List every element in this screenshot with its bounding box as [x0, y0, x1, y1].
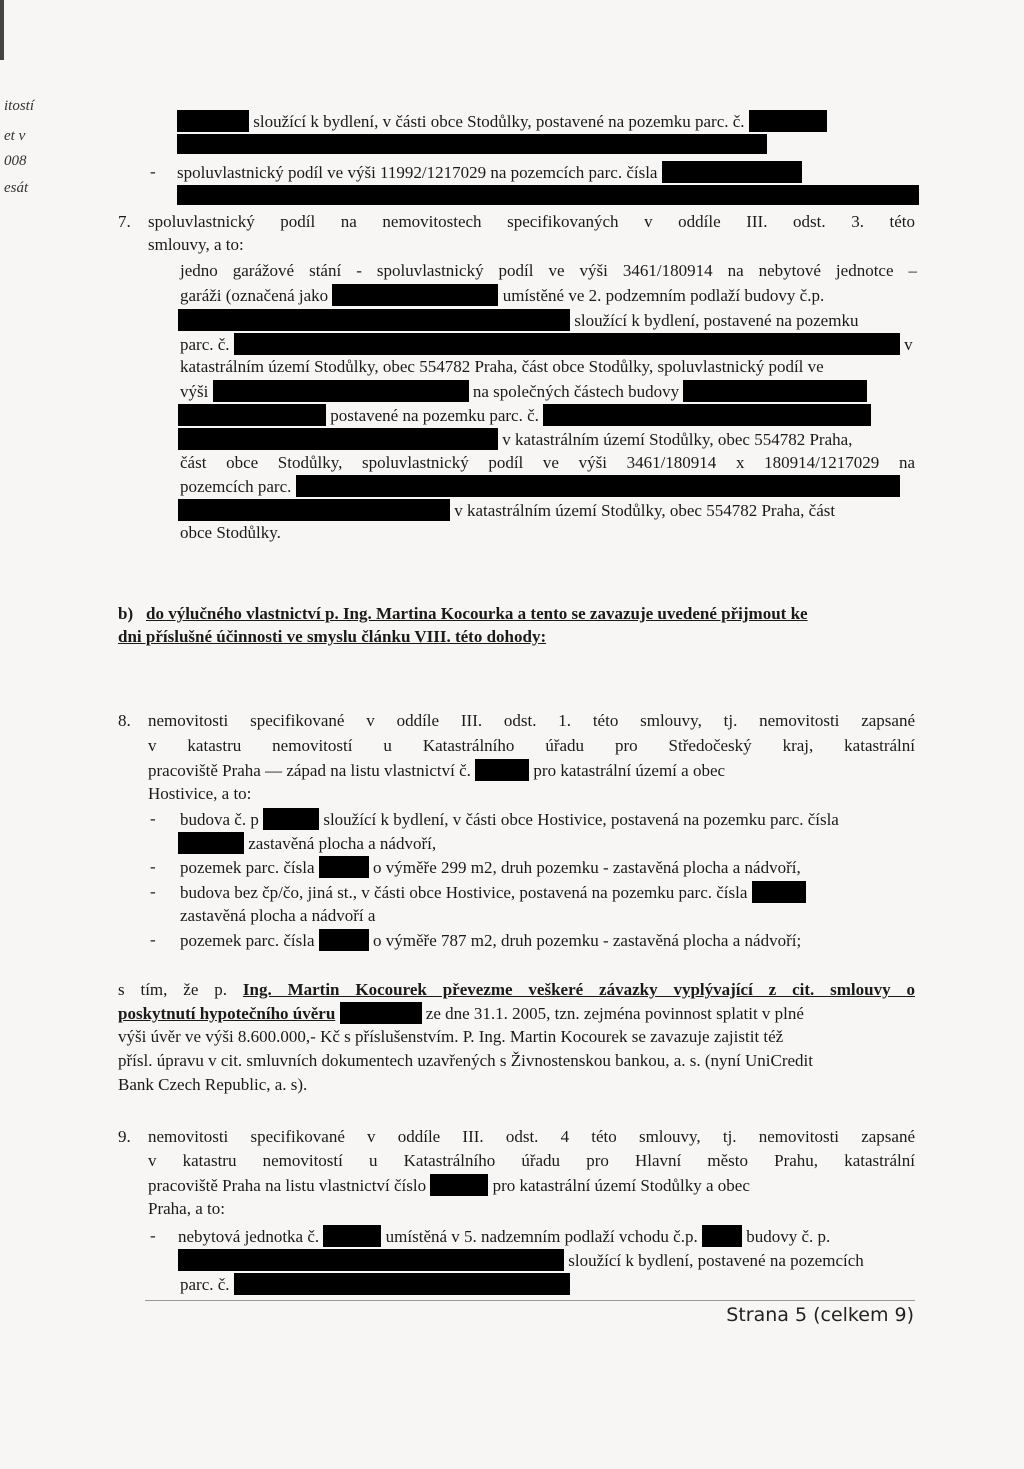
- redaction: [319, 929, 369, 951]
- bullet-dash: -: [150, 809, 156, 828]
- text-line: obce Stodůlky.: [180, 523, 281, 542]
- redaction: [178, 309, 570, 331]
- bullet-dash: -: [150, 882, 156, 901]
- text-line: pozemcích parc.: [180, 475, 900, 498]
- text-line: spoluvlastnický podíl na nemovitostech specifikovaných v oddíle III. odst. 3. této: [148, 212, 915, 231]
- redaction: [683, 380, 867, 402]
- text-line: zastavěná plocha a nádvoří a: [180, 906, 376, 925]
- text-line: pracoviště Praha — západ na listu vlastnictví č. pro katastrální území a obec: [148, 761, 726, 780]
- text-line: [177, 133, 767, 155]
- text-line: budova bez čp/čo, jiná st., v části obce Hostivice, postavená na pozemku parc. čísla: [180, 881, 806, 904]
- redaction: [177, 110, 249, 132]
- redaction: [234, 333, 900, 355]
- text-line: přísl. úpravu v cit. smluvních dokumentech uzavřených s Živnostenskou bankou, a. s. (nyní UniCredit: [118, 1051, 813, 1070]
- redaction: [319, 856, 369, 878]
- text-line: [177, 184, 919, 206]
- bullet-dash: -: [150, 857, 156, 876]
- text-line: v katastru nemovitostí u Katastrálního úřadu pro Středočeský kraj, katastrální: [148, 736, 915, 755]
- redaction: [296, 475, 900, 497]
- bullet-dash: -: [150, 1226, 156, 1245]
- footer-rule: [145, 1300, 915, 1301]
- text-line: v katastrálním území Stodůlky, obec 554782 Praha,: [178, 428, 852, 451]
- item-number: 9.: [118, 1127, 131, 1146]
- redaction: [177, 134, 767, 154]
- redaction: [340, 1002, 422, 1024]
- margin-fragment: itostí: [4, 98, 35, 114]
- redaction: [475, 759, 529, 781]
- redaction: [332, 284, 498, 306]
- text-line: nemovitosti specifikované v oddíle III. odst. 4 této smlouvy, tj. nemovitosti zapsané: [148, 1127, 915, 1146]
- redaction: [178, 499, 450, 521]
- text-line: poskytnutí hypotečního úvěru ze dne 31.1. 2005, tzn. zejména povinnost splatit v plné: [118, 1004, 804, 1023]
- text-line: část obce Stodůlky, spoluvlastnický podíl ve výši 3461/180914 x 180914/1217029 na: [180, 453, 915, 472]
- redaction: [430, 1174, 488, 1196]
- text-line: zastavěná plocha a nádvoří,: [178, 832, 436, 855]
- text-line: pozemek parc. čísla o výměře 299 m2, druh pozemku - zastavěná plocha a nádvoří,: [180, 858, 801, 877]
- item-number: 8.: [118, 711, 131, 730]
- text-line: parc. č.: [180, 1273, 570, 1296]
- page-footer: Strana 5 (celkem 9): [726, 1304, 914, 1326]
- text-line: nebytová jednotka č. umístěná v 5. nadzemním podlaží vchodu č.p. budovy č. p.: [178, 1227, 831, 1246]
- text-line: v katastrálním území Stodůlky, obec 554782 Praha, část: [178, 499, 835, 522]
- text-line: výši na společných částech budovy: [180, 380, 867, 403]
- item-number: 7.: [118, 212, 131, 231]
- text-line: Hostivice, a to:: [148, 784, 252, 803]
- margin-fragment: 008: [4, 153, 27, 169]
- text-line: garáži (označená jako umístěné ve 2. podzemním podlaží budovy č.p.: [180, 286, 825, 305]
- text-line: sloužící k bydlení, v části obce Stodůlky, postavené na pozemku parc. č.: [177, 110, 827, 133]
- bullet-dash: -: [150, 162, 156, 181]
- redaction: [178, 428, 498, 450]
- redaction: [543, 404, 871, 426]
- redaction: [178, 832, 244, 854]
- scan-edge: [0, 0, 4, 60]
- text-line: parc. č. v: [180, 335, 913, 354]
- redaction: [752, 881, 806, 903]
- text-line: katastrálním území Stodůlky, obec 554782 Praha, část obce Stodůlky, spoluvlastnický podíl ve: [180, 357, 824, 376]
- margin-fragment: et v: [4, 128, 26, 144]
- text-line: Praha, a to:: [148, 1199, 225, 1218]
- text-line: s tím, že p. Ing. Martin Kocourek převezme veškeré závazky vyplývající z cit. smlouvy o: [118, 980, 915, 999]
- redaction: [749, 110, 827, 132]
- bullet-dash: -: [150, 930, 156, 949]
- text-line: spoluvlastnický podíl ve výši 11992/1217029 na pozemcích parc. čísla: [177, 161, 802, 184]
- redaction: [234, 1273, 570, 1295]
- text-line: v katastru nemovitostí u Katastrálního úřadu pro Hlavní město Prahu, katastrální: [148, 1151, 915, 1170]
- text-line: nemovitosti specifikované v oddíle III. odst. 1. této smlouvy, tj. nemovitosti zapsané: [148, 711, 915, 730]
- text-line: budova č. p sloužící k bydlení, v části obce Hostivice, postavená na pozemku parc. čísla: [180, 810, 839, 829]
- margin-fragment: esát: [4, 180, 29, 196]
- text-line: výši úvěr ve výši 8.600.000,- Kč s příslušenstvím. P. Ing. Martin Kocourek se zavazuje zajistit též: [118, 1027, 784, 1046]
- redaction: [213, 380, 469, 402]
- text-line: sloužící k bydlení, postavené na pozemcích: [178, 1249, 864, 1272]
- text-line: smlouvy, a to:: [148, 235, 244, 254]
- text-line: postavené na pozemku parc. č.: [178, 404, 871, 427]
- redaction: [662, 161, 802, 183]
- text-line: pozemek parc. čísla o výměře 787 m2, druh pozemku - zastavěná plocha a nádvoří;: [180, 931, 802, 950]
- section-heading: dni příslušné účinnosti ve smyslu článku VIII. této dohody:: [118, 627, 547, 646]
- text-line: jedno garážové stání - spoluvlastnický podíl ve výši 3461/180914 na nebytové jednotce –: [180, 261, 917, 280]
- redaction: [178, 404, 326, 426]
- text-line: sloužící k bydlení, postavené na pozemku: [178, 309, 858, 332]
- redaction: [178, 1249, 564, 1271]
- redaction: [702, 1225, 742, 1247]
- section-label: b): [118, 604, 134, 623]
- redaction: [177, 185, 919, 205]
- text-line: pracoviště Praha na listu vlastnictví číslo pro katastrální území Stodůlky a obec: [148, 1176, 750, 1195]
- text-line: Bank Czech Republic, a. s).: [118, 1075, 308, 1094]
- section-heading: do výlučného vlastnictví p. Ing. Martina Kocourka a tento se zavazuje uvedené přijmout ke: [146, 604, 808, 623]
- redaction: [323, 1225, 381, 1247]
- redaction: [263, 808, 319, 830]
